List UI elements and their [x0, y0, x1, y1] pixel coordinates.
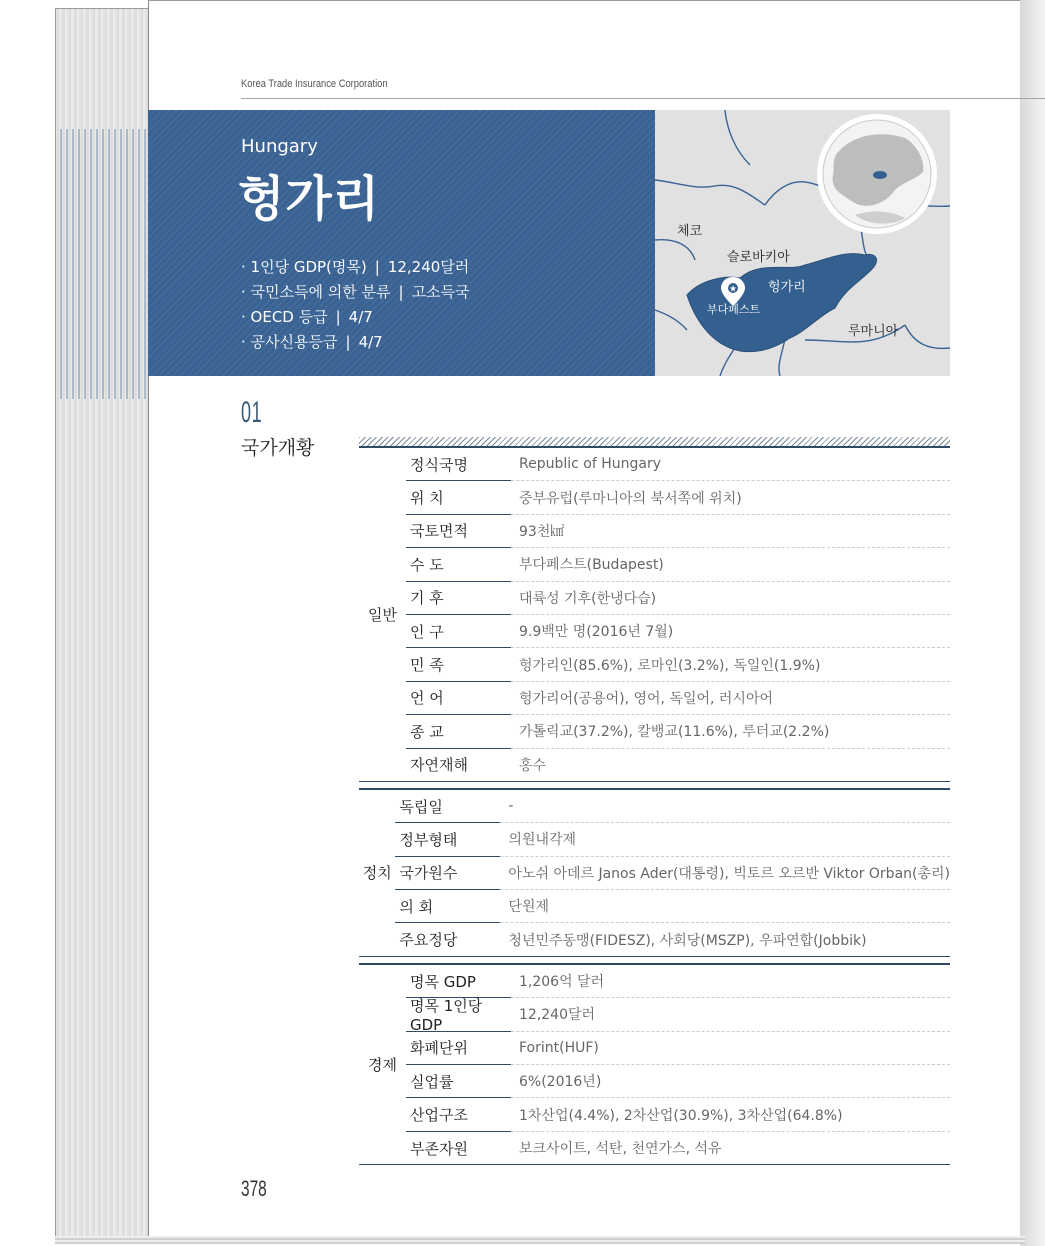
table-row: [395, 890, 950, 923]
section-title: 국가개황: [241, 437, 315, 459]
section-number: 01: [241, 396, 263, 429]
map-label-romania: 루마니아: [848, 324, 899, 339]
table-row: [406, 515, 950, 548]
country-name-ko: 헝가리: [238, 171, 381, 227]
row-key: 언 어: [406, 682, 511, 715]
svg-text:★: ★: [728, 284, 738, 295]
row-key: 인 구: [406, 615, 511, 648]
fact-value: 고소득국: [411, 283, 470, 301]
row-key: 수 도: [406, 548, 511, 581]
header-rule: [241, 98, 1045, 99]
table-row: [406, 1098, 950, 1131]
map-label-czech: 체코: [677, 224, 703, 239]
row-key: 화폐단위: [406, 1032, 511, 1065]
globe-inset: [819, 116, 935, 232]
table-row: [406, 749, 950, 781]
table-row: [406, 1132, 950, 1164]
table-top-hatch: [359, 437, 950, 448]
fact-item: · 공사신용등급 | 4/7: [241, 333, 383, 351]
fact-label: 국민소득에 의한 분류: [250, 283, 391, 301]
table-row: [395, 790, 950, 823]
fact-label: 공사신용등급: [250, 333, 338, 351]
fact-item: · 1인당 GDP(명목) | 12,240달러: [241, 258, 470, 276]
row-value: 대륙성 기후(한냉다습): [519, 590, 657, 607]
row-key: 주요정당: [395, 923, 500, 956]
row-value: 보크사이트, 석탄, 천연가스, 석유: [519, 1141, 722, 1157]
row-value: 93천㎢: [519, 523, 565, 540]
row-key: 위 치: [406, 481, 511, 514]
table-row: [406, 1032, 950, 1065]
map-graphic: [655, 110, 950, 376]
row-key: 정부형태: [395, 823, 500, 856]
table-row: [406, 648, 950, 681]
table-row: [406, 1065, 950, 1098]
book-bottom-edge: [55, 1236, 1025, 1244]
map-label-hungary: 헝가리: [768, 280, 806, 295]
page-shadow: [1020, 0, 1045, 1246]
row-value: 9.9백만 명(2016년 7월): [519, 624, 674, 641]
table-row: [406, 965, 950, 998]
group-category: 정치: [362, 864, 392, 883]
table-row: [406, 996, 950, 1034]
row-value: Republic of Hungary: [519, 456, 662, 473]
row-value: 12,240달러: [519, 1007, 596, 1024]
table-row: [395, 857, 950, 890]
row-key: 기 후: [406, 582, 511, 615]
row-key: 국토면적: [406, 515, 511, 548]
table-group-politics: [359, 788, 950, 957]
row-value: 1,206억 달러: [519, 974, 605, 991]
map-label-budapest: 부다페스트: [707, 303, 761, 316]
location-map: [655, 110, 950, 376]
row-value: 홍수: [519, 757, 547, 774]
fact-item: · 국민소득에 의한 분류 | 고소득국: [241, 283, 470, 301]
fact-value: 4/7: [358, 333, 383, 351]
map-label-slovakia: 슬로바키아: [727, 250, 790, 265]
fact-value: 12,240달러: [387, 258, 470, 276]
page-number: 378: [241, 1176, 267, 1201]
row-key: 의 회: [395, 890, 500, 923]
table-group-general: [359, 448, 950, 782]
row-value: 6%(2016년): [519, 1074, 602, 1091]
fact-value: 4/7: [348, 308, 373, 326]
row-value: 중부유럽(루마니아의 북서쪽에 위치): [519, 490, 742, 507]
row-value: 가톨릭교(37.2%), 칼뱅교(11.6%), 루터교(2.2%): [519, 724, 830, 741]
row-key: 명목 1인당 GDP: [406, 998, 511, 1031]
group-category: 경제: [368, 1056, 397, 1075]
row-value: 청년민주동맹(FIDESZ), 사회당(MSZP), 우파연합(Jobbik): [508, 932, 867, 949]
table-row: [406, 715, 950, 748]
row-key: 실업률: [406, 1065, 511, 1098]
key-facts-list: [241, 255, 470, 355]
table-row: [406, 481, 950, 514]
table-row: [395, 923, 950, 955]
row-key: 명목 GDP: [406, 965, 511, 998]
country-banner: [148, 110, 655, 376]
row-value: 단원제: [508, 899, 549, 916]
fact-item: · OECD 등급 | 4/7: [241, 308, 373, 326]
country-overview-table: [359, 437, 950, 1165]
table-row: [406, 448, 950, 481]
table-row: [406, 682, 950, 715]
book-page-edges: [55, 8, 151, 1242]
table-row: [406, 615, 950, 648]
row-key: 종 교: [406, 715, 511, 748]
table-row: [406, 548, 950, 581]
row-value: 부다페스트(Budapest): [519, 557, 664, 574]
table-group-economy: [359, 963, 950, 1165]
row-key: 부존자원: [406, 1132, 511, 1165]
fact-label: 1인당 GDP(명목): [250, 258, 367, 276]
row-value: -: [508, 798, 514, 815]
row-key: 자연재해: [406, 749, 511, 782]
row-value: 헝가리어(공용어), 영어, 독일어, 러시아어: [519, 690, 774, 707]
group-category: 일반: [368, 605, 397, 624]
country-name-en: Hungary: [241, 136, 318, 157]
row-value: 1차산업(4.4%), 2차산업(30.9%), 3차산업(64.8%): [519, 1107, 843, 1124]
row-key: 산업구조: [406, 1098, 511, 1131]
row-key: 민 족: [406, 648, 511, 681]
row-key: 독립일: [395, 790, 500, 823]
row-value: 의원내각제: [508, 832, 577, 849]
table-row: [406, 582, 950, 615]
row-key: 국가원수: [395, 857, 500, 890]
table-row: [395, 823, 950, 856]
row-value: 아노쉬 아데르 Janos Ader(대통령), 빅토르 오르반 Viktor Orban(총리): [508, 865, 950, 882]
fact-label: OECD 등급: [250, 308, 328, 326]
running-head: Korea Trade Insurance Corporation: [241, 78, 388, 90]
row-key: 정식국명: [406, 448, 511, 481]
row-value: 헝가리인(85.6%), 로마인(3.2%), 독일인(1.9%): [519, 657, 821, 674]
row-value: Forint(HUF): [519, 1039, 599, 1056]
